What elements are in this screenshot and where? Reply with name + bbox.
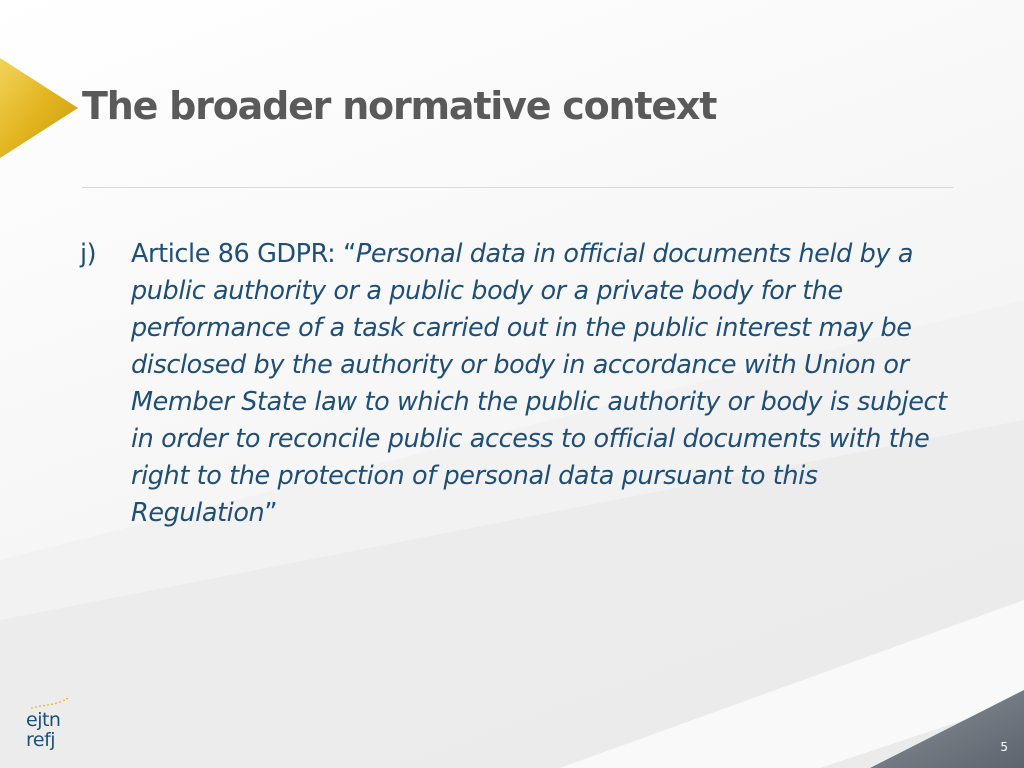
logo-text-line2: refj	[26, 729, 56, 751]
logo-text-line1: ejtn	[26, 709, 61, 731]
ejtn-logo	[26, 696, 78, 758]
list-item	[80, 236, 960, 532]
slide-title: The broader normative context	[82, 84, 717, 128]
title-divider	[82, 187, 954, 188]
page-number: 5	[1000, 740, 1008, 754]
gold-corner-triangle	[0, 58, 78, 158]
list-item-body	[131, 236, 960, 532]
article-reference: Article 86 GDPR: “	[131, 239, 356, 269]
closing-quote-mark: ”	[264, 498, 278, 528]
article-quote: Personal data in official documents held by a public authority or a public body or a private body for the performance of a task carried out in the public interest may be disclosed by the authority or body in accordance with Union or Member State law to which the public authority or body is subject in order to reconcile public access to official documents with the right to the protection of personal data pursuant to this Regulation	[131, 239, 947, 528]
list-item-marker: j)	[80, 239, 97, 269]
